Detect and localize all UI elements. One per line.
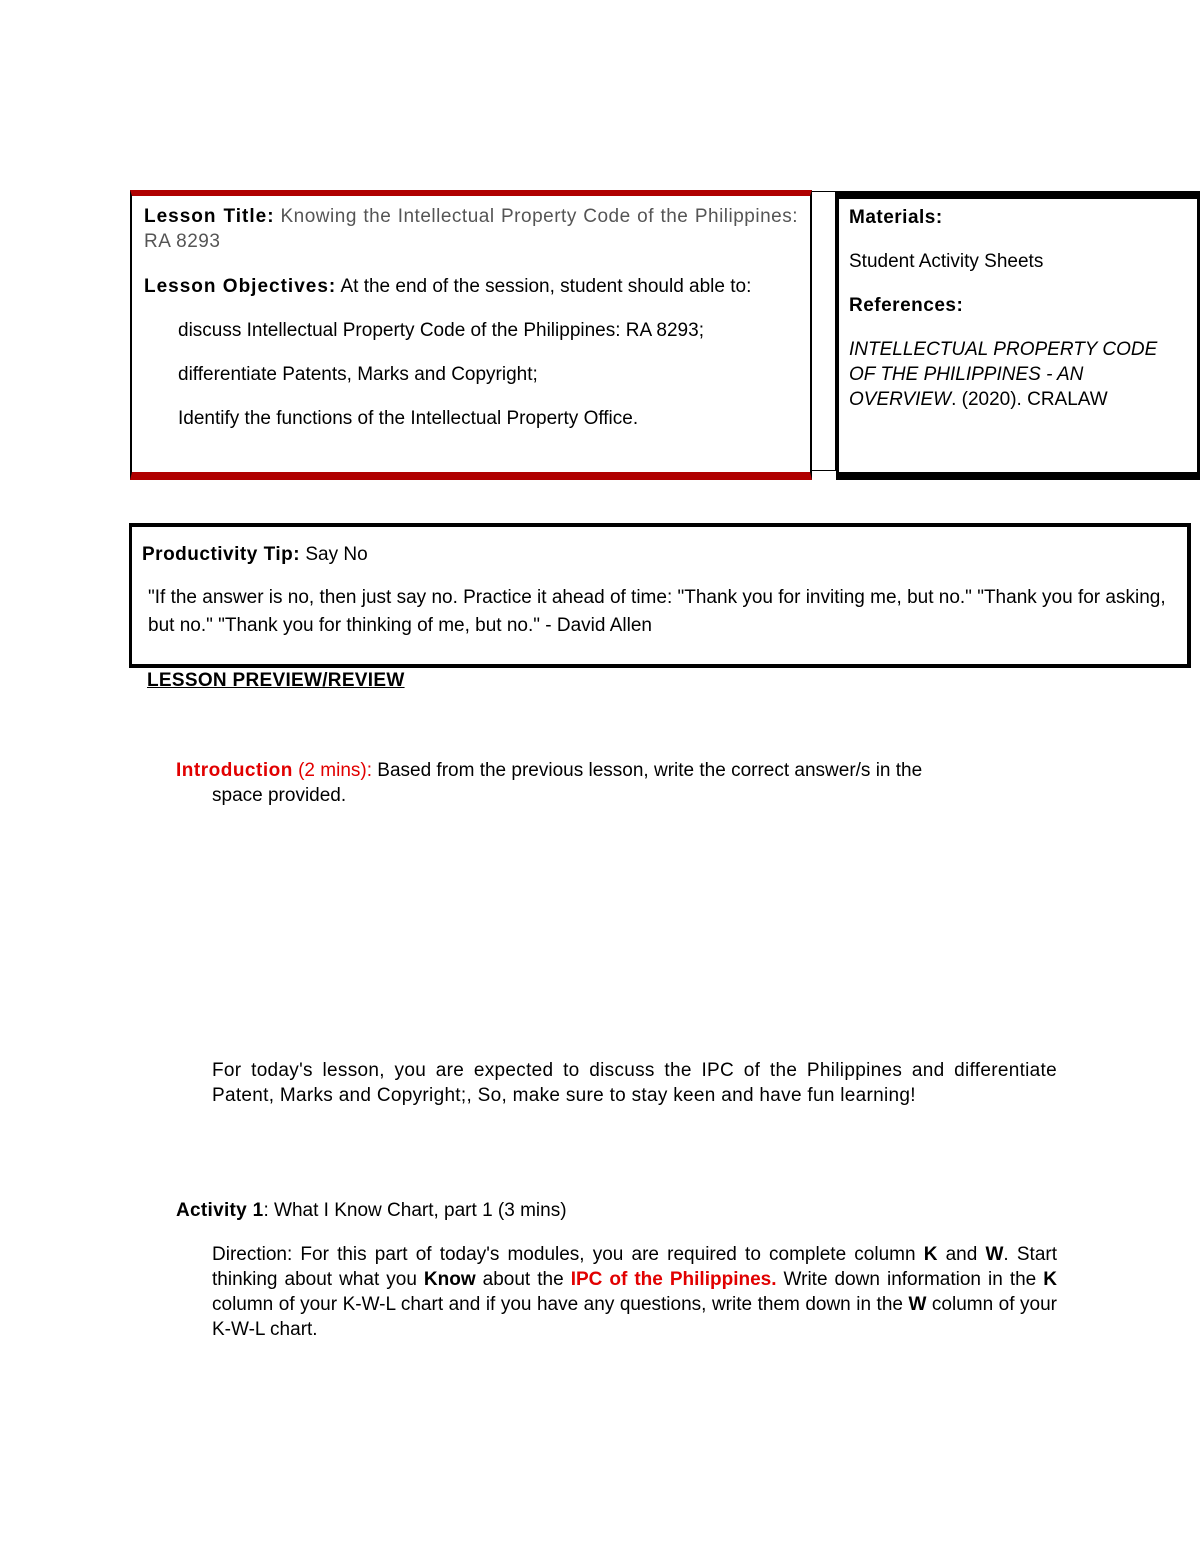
direction-text: . Start thinking about what you (212, 1244, 1057, 1290)
activity-label: Activity 1 (176, 1200, 264, 1221)
lesson-objectives-line (144, 274, 798, 299)
introduction-text-cont: space provided. (212, 785, 347, 806)
lesson-preview-heading: LESSON PREVIEW/REVIEW (147, 670, 405, 691)
lesson-objectives-intro: At the end of the session, student should able to: (340, 276, 752, 297)
objective-item: differentiate Patents, Marks and Copyright; (178, 364, 538, 385)
introduction-time: (2 mins): (298, 760, 372, 781)
introduction-section (176, 758, 1057, 808)
materials-label: Materials: (849, 207, 943, 228)
lesson-title-text: Knowing the Intellectual Property Code of the Philippines: RA 8293 (144, 206, 799, 252)
direction-text: and (937, 1244, 986, 1265)
direction-text: column of your K-W-L chart. (212, 1294, 1057, 1340)
direction-text: Direction: For this part of today's modules, you are required to complete column (212, 1244, 924, 1265)
direction-know: Know (423, 1269, 476, 1290)
direction-w: W (985, 1244, 1004, 1265)
tip-quote: "If the answer is no, then just say no. Practice it ahead of time: "Thank you for inviting me, but no." "Thank you for asking, but no." "Thank you for thinking of me, but no." - David Allen (148, 587, 1166, 636)
direction-text: column of your K-W-L chart and if you have any questions, write them down in the (212, 1294, 909, 1315)
introduction-text: Based from the previous lesson, write the correct answer/s in the (377, 760, 923, 781)
direction-ipc: IPC of the Philippines. (570, 1269, 777, 1290)
tip-title: Say No (305, 544, 368, 565)
lesson-objectives-label: Lesson Objectives: (144, 276, 337, 297)
introduction-label: Introduction (176, 760, 293, 781)
direction-k: K (1043, 1269, 1057, 1290)
today-lesson-text: For today's lesson, you are expected to discuss the IPC of the Philippines and differentiate Patent, Marks and Copyright;, So, make sure to stay keen and have fun learning! (212, 1060, 1057, 1106)
lesson-box (130, 190, 812, 480)
lesson-title-line (144, 204, 798, 254)
reference-rest: . (2020). CRALAW (951, 389, 1108, 410)
materials-value: Student Activity Sheets (849, 251, 1044, 272)
direction-k: K (923, 1244, 938, 1265)
reference-title: INTELLECTUAL PROPERTY CODE OF THE PHILIPPINES - AN OVERVIEW (849, 339, 1158, 410)
activity-title-line (176, 1198, 567, 1223)
objective-item: discuss Intellectual Property Code of the Philippines: RA 8293; (178, 320, 704, 341)
reference-entry (849, 337, 1187, 412)
activity-title: : What I Know Chart, part 1 (3 mins) (263, 1200, 567, 1221)
introduction-line (176, 758, 1057, 783)
direction-text: Write down information in the (776, 1269, 1044, 1290)
lesson-title-label: Lesson Title: (144, 206, 275, 227)
references-label: References: (849, 295, 964, 316)
tip-label: Productivity Tip: (142, 544, 301, 565)
productivity-tip-box (129, 523, 1191, 668)
direction-w: W (908, 1294, 927, 1315)
column-divider (812, 191, 836, 471)
tip-title-line (142, 541, 1177, 569)
activity-direction (212, 1242, 1057, 1342)
materials-box (836, 191, 1200, 480)
objective-item: Identify the functions of the Intellectual Property Office. (178, 408, 639, 429)
direction-text: about the (475, 1269, 571, 1290)
